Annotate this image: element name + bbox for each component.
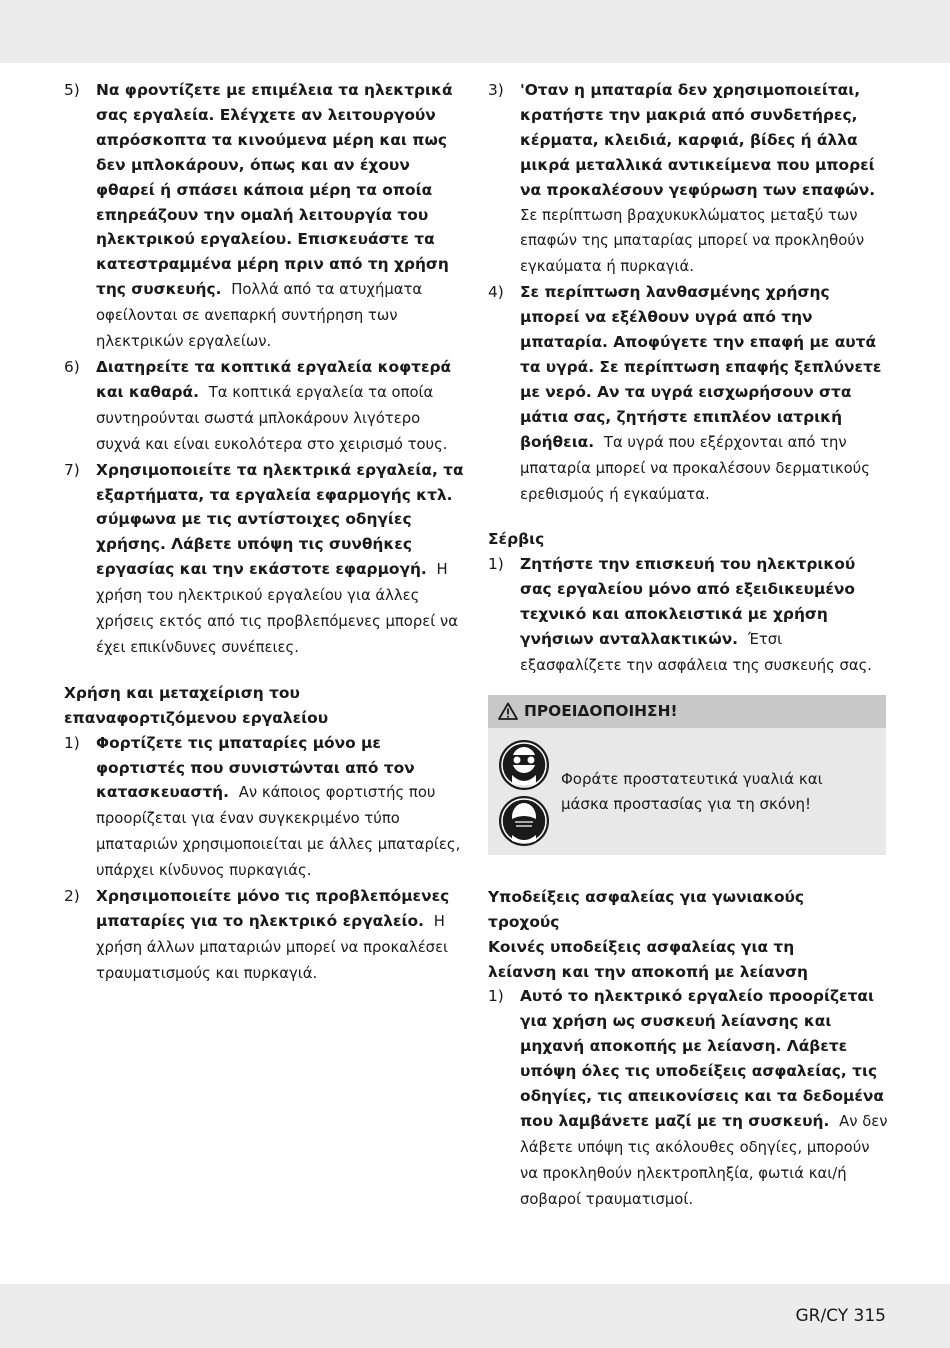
list-item	[488, 280, 888, 507]
item-number: 1)	[488, 555, 504, 574]
item-bold-text: Αυτό το ηλεκτρικό εργαλείο προορίζεται για χρήση ως συσκευή λείανσης και μηχανή αποκοπής με λείανση. Λάβετε υπόψη όλες τις υποδείξεις ασφαλείας, τις οδηγίες, τις απεικονίσεις και τα δεδομένα που λαμβάνετε μαζί με τη συσκευή.	[520, 987, 884, 1130]
list-item	[488, 552, 888, 679]
warning-title: ΠΡΟΕΙΔΟΠΟΙΗΣΗ!	[524, 702, 678, 721]
warning-box	[488, 695, 886, 855]
warning-text: Φοράτε προστατευτικά γυαλιά και μάσκα προστασίας για τη σκόνη!	[561, 769, 823, 813]
dust-mask-icon	[498, 795, 550, 847]
instruction-list-service	[488, 552, 888, 679]
item-bold-text: 'Οταν η μπαταρία δεν χρησιμοποιείται, κρατήστε την μακριά από συνδετήρες, κέρματα, κλειδιά, καρφιά, βίδες ή άλλα μικρά μεταλλικά αντικείμενα που μπορεί να προκαλέσουν γεφύρωση των επαφών.	[520, 81, 876, 199]
instruction-list-battery-continued	[488, 78, 888, 507]
item-bold-text: Σε περίπτωση λανθασμένης χρήσης μπορεί να εξέλθουν υγρά από την μπαταρία. Αποφύγετε την επαφή με αυτά τα υγρά. Σε περίπτωση επαφής ξεπλύνετε με νερό. Αν τα υγρά εισχωρήσουν στα μάτια σας, ζητήστε επιπλέον ιατρική βοήθεια.	[520, 283, 882, 451]
left-column	[64, 78, 466, 987]
item-number: 4)	[488, 283, 504, 302]
warning-header	[488, 695, 886, 728]
list-item	[64, 731, 466, 884]
item-normal-text: Σε περίπτωση βραχυκυκλώματος μεταξύ των επαφών της μπαταρίας μπορεί να προκληθούν εγκαύματα ή πυρκαγιά.	[520, 206, 865, 276]
right-column	[488, 78, 888, 1213]
item-number: 7)	[64, 460, 80, 479]
warning-triangle-icon	[498, 702, 518, 720]
safety-goggles-icon	[498, 739, 550, 791]
item-normal-text: Η χρήση άλλων μπαταριών μπορεί να προκαλέσει τραυματισμούς και πυρκαγιά.	[96, 913, 449, 982]
item-number: 1)	[64, 733, 80, 752]
item-number: 5)	[64, 81, 80, 99]
item-normal-text: Τα υγρά που εξέρχονται από την μπαταρία μπορεί να προκαλέσουν δερματικούς ερεθισμούς ή εγκαύματα.	[520, 433, 870, 503]
item-normal-text: Πολλά από τα ατυχήματα οφείλονται σε ανεπαρκή συντήρηση των ηλεκτρικών εργαλείων.	[96, 281, 423, 351]
list-item	[64, 458, 466, 661]
list-item	[64, 884, 466, 987]
item-number: 6)	[64, 357, 80, 376]
instruction-list-grinding	[488, 984, 888, 1212]
list-item	[488, 78, 888, 280]
item-bold-text: Διατηρείτε τα κοπτικά εργαλεία κοφτερά και καθαρά.	[96, 357, 452, 401]
item-bold-text: Φορτίζετε τις μπαταρίες μόνο με φορτιστές που συνιστώνται από τον κατασκευαστή.	[96, 733, 415, 802]
item-bold-text: Ζητήστε την επισκευή του ηλεκτρικού σας εργαλείου μόνο από εξειδικευμένο τεχνικό και αποκλειστικά με χρήση γνήσιων ανταλλακτικών.	[520, 555, 856, 649]
item-bold-text: Χρησιμοποιείτε τα ηλεκτρικά εργαλεία, τα εξαρτήματα, τα εργαλεία εφαρμογής κτλ. σύμφωνα με τις αντίστοιχες οδηγίες χρήσης. Λάβετε υπόψη τις συνθήκες εργασίας και την εκάστοτε εφαρμογή.	[96, 460, 464, 579]
list-item	[488, 984, 888, 1212]
section-heading-service: Σέρβις	[488, 530, 545, 549]
item-bold-text: Χρησιμοποιείτε μόνο τις προβλεπόμενες μπαταρίες για το ηλεκτρικό εργαλείο.	[96, 887, 450, 930]
item-normal-text: Τα κοπτικά εργαλεία τα οποία συντηρούνται σωστά μπλοκάρουν λιγότερο συχνά και είναι ευκολότερα στο χειρισμό τους.	[96, 383, 448, 453]
item-bold-text: Να φροντίζετε με επιμέλεια τα ηλεκτρικά σας εργαλεία. Ελέγχετε αν λειτουργούν απρόσκοπτα τα κινούμενα μέρη και πως δεν μπλοκάρουν, όπως και αν έχουν φθαρεί ή σπάσει κάποια μέρη τα οποία επηρεάζουν την ομαλή λειτουργία του ηλεκτρικού εργαλείου. Επισκευάστε τα κατεστραμμένα μέρη πριν από τη χρήση της συσκευής.	[96, 81, 453, 299]
item-number: 3)	[488, 81, 504, 99]
item-number: 2)	[64, 887, 80, 906]
instruction-list-battery	[64, 731, 466, 987]
list-item	[64, 355, 466, 458]
list-item	[64, 78, 466, 355]
header-band	[0, 0, 950, 63]
instruction-list-maintenance	[64, 78, 466, 661]
page-number: GR/CY 315	[795, 1306, 886, 1326]
item-normal-text: Η χρήση του ηλεκτρικού εργαλείου για άλλες χρήσεις εκτός από τις προβλεπόμενες μπορεί να έχει επικίνδυνες συνέπειες.	[96, 561, 458, 656]
section-heading-battery-tool: Χρήση και μεταχείριση του επαναφορτιζόμενου εργαλείου	[64, 683, 329, 727]
section-heading-angle-grinders: Υποδείξεις ασφαλείας για γωνιακούς τροχούς Κοινές υποδείξεις ασφαλείας για τη λείανση και την αποκοπή με λείανση	[488, 887, 809, 981]
warning-icons	[498, 739, 550, 851]
item-normal-text: Αν κάποιος φορτιστής που προορίζεται για έναν συγκεκριμένο τύπο μπαταριών χρησιμοποιείται με άλλες μπαταρίες, υπάρχει κίνδυνος πυρκαγιάς.	[96, 784, 461, 880]
item-number: 1)	[488, 987, 504, 1006]
item-normal-text: Έτσι εξασφαλίζετε την ασφάλεια της συσκευής σας.	[520, 631, 872, 674]
item-normal-text: Αν δεν λάβετε υπόψη τις ακόλουθες οδηγίες, μπορούν να προκληθούν ηλεκτροπληξία, φωτιά και/ή σοβαροί τραυματισμοί.	[520, 1113, 888, 1208]
